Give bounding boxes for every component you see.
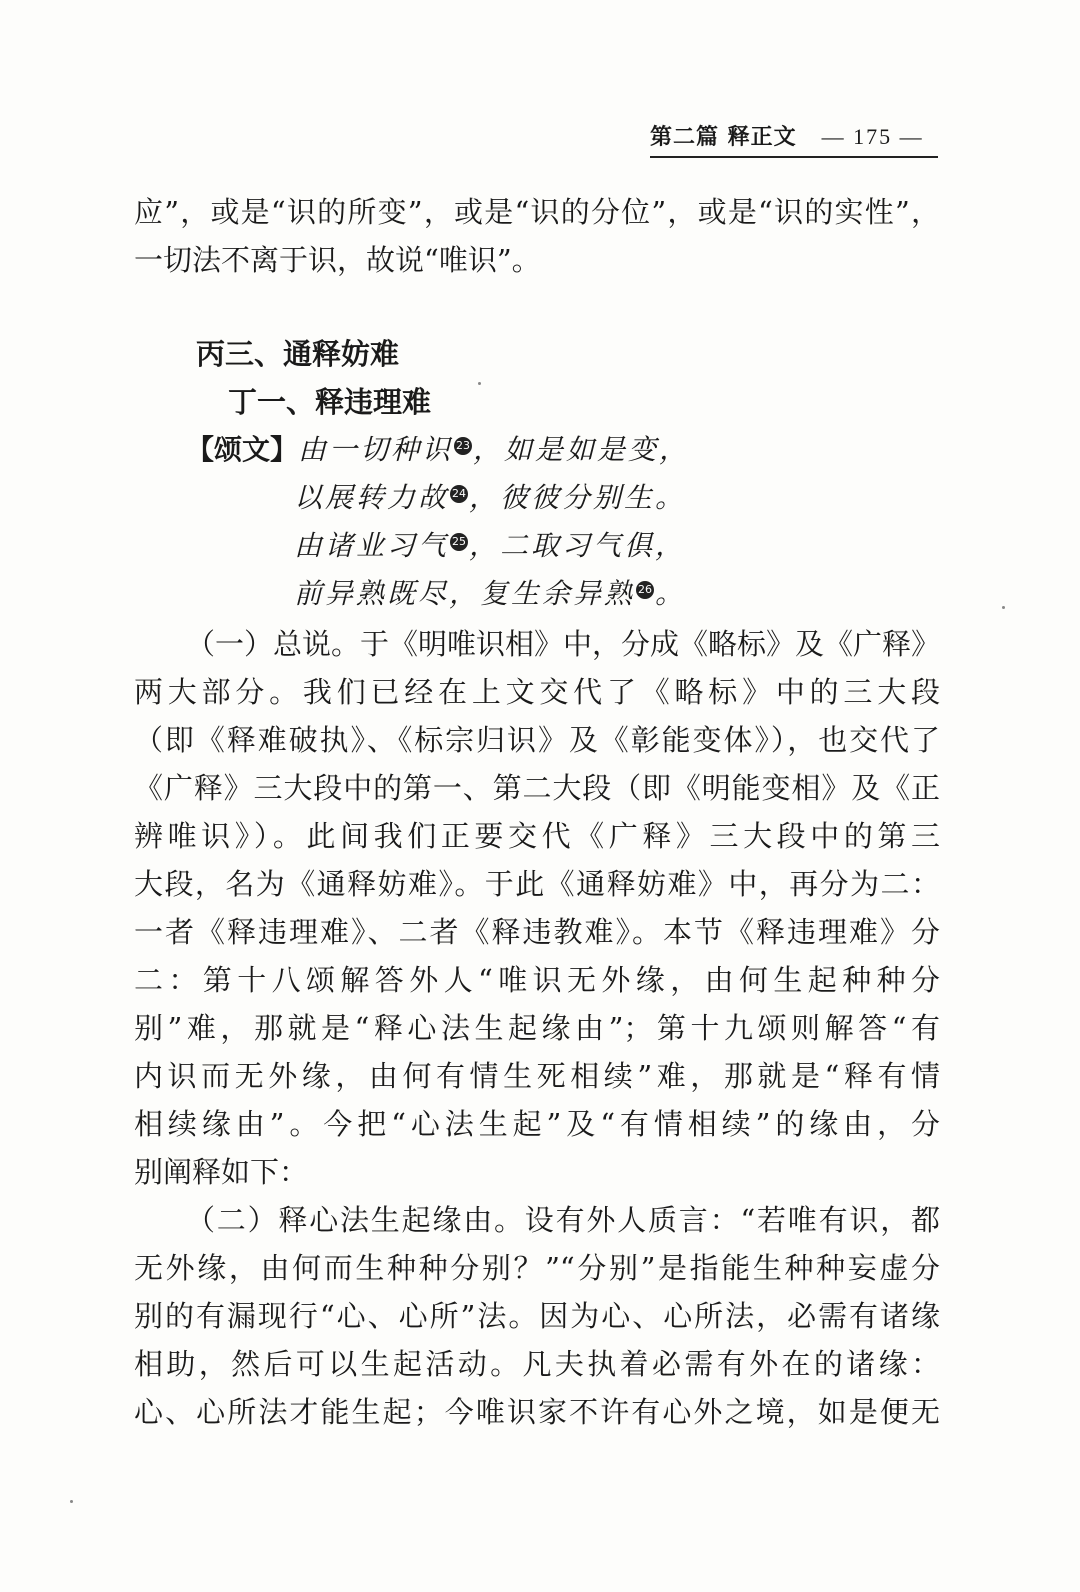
verse-label: 【颂文】 xyxy=(186,433,299,466)
text-line: 心、心所法才能生起；今唯识家不许有心外之境，如是便无 xyxy=(134,1395,940,1429)
running-header xyxy=(650,120,938,158)
footnote-marker: 25 xyxy=(450,533,468,551)
verse-text: ，二取习气俱， xyxy=(469,529,687,562)
verse-text: 由一切种识 xyxy=(298,433,454,466)
text-line: 别”难，那就是“释心法生起缘由”；第十九颂则解答“有 xyxy=(134,1011,940,1045)
text-line: 二：第十八颂解答外人“唯识无外缘，由何生起种种分 xyxy=(134,963,940,997)
text-line: 相助，然后可以生起活动。凡夫执着必需有外在的诸缘： xyxy=(134,1347,940,1381)
page-number: — 175 — xyxy=(821,124,924,149)
scan-speck xyxy=(70,1500,73,1503)
scan-speck xyxy=(478,382,481,385)
text-line: 大段，名为《通释妨难》。于此《通释妨难》中，再分为二： xyxy=(134,867,940,901)
footnote-marker: 26 xyxy=(636,581,654,599)
verse-line xyxy=(294,570,686,618)
text-line: （即《释难破执》、《标宗归识》及《彰能变体》），也交代了 xyxy=(134,723,940,757)
text-line: 别阐释如下： xyxy=(134,1155,309,1189)
verse-text: 以展转力故 xyxy=(294,481,450,514)
subsection-heading: 丁一、释违理难 xyxy=(228,385,432,419)
footnote-marker: 23 xyxy=(454,437,472,455)
verse-text: 由诸业习气 xyxy=(294,529,450,562)
section-heading: 丙三、通释妨难 xyxy=(196,337,400,371)
verse-text: ，彼彼分别生。 xyxy=(469,481,687,514)
footnote-marker: 24 xyxy=(450,485,468,503)
text-line: 一者《释违理难》、二者《释违教难》。本节《释违理难》分 xyxy=(134,915,940,949)
text-line: 别的有漏现行“心、心所”法。因为心、心所法，必需有诸缘 xyxy=(134,1299,940,1333)
verse-line xyxy=(294,522,686,570)
verse-text: ，如是如是变， xyxy=(473,433,691,466)
text-line: 一切法不离于识，故说“唯识”。 xyxy=(134,243,541,277)
text-line: （一）总说。于《明唯识相》中，分成《略标》及《广释》 xyxy=(186,627,940,661)
verse-text: 前异熟既尽，复生余异熟 xyxy=(294,577,636,610)
verse-line xyxy=(294,474,686,522)
text-line: 两大部分。我们已经在上文交代了《略标》中的三大段 xyxy=(134,675,940,709)
text-line: 内识而无外缘，由何有情生死相续”难，那就是“释有情 xyxy=(134,1059,940,1093)
text-line: 辨唯识》）。此间我们正要交代《广释》三大段中的第三 xyxy=(134,819,940,853)
text-line: （二）释心法生起缘由。设有外人质言：“若唯有识，都 xyxy=(186,1203,940,1237)
verse-line xyxy=(186,426,690,474)
text-line: 应”，或是“识的所变”，或是“识的分位”，或是“识的实性”， xyxy=(134,195,940,229)
text-line: 无外缘，由何而生种种分别？”“分别”是指能生种种妄虚分 xyxy=(134,1251,940,1285)
header-section-title: 第二篇 释正文 xyxy=(650,125,797,150)
verse-text: 。 xyxy=(655,577,687,610)
text-line: 相续缘由”。今把“心法生起”及“有情相续”的缘由，分 xyxy=(134,1107,940,1141)
scan-speck xyxy=(1002,606,1005,609)
text-line: 《广释》三大段中的第一、第二大段（即《明能变相》及《正 xyxy=(134,771,940,805)
